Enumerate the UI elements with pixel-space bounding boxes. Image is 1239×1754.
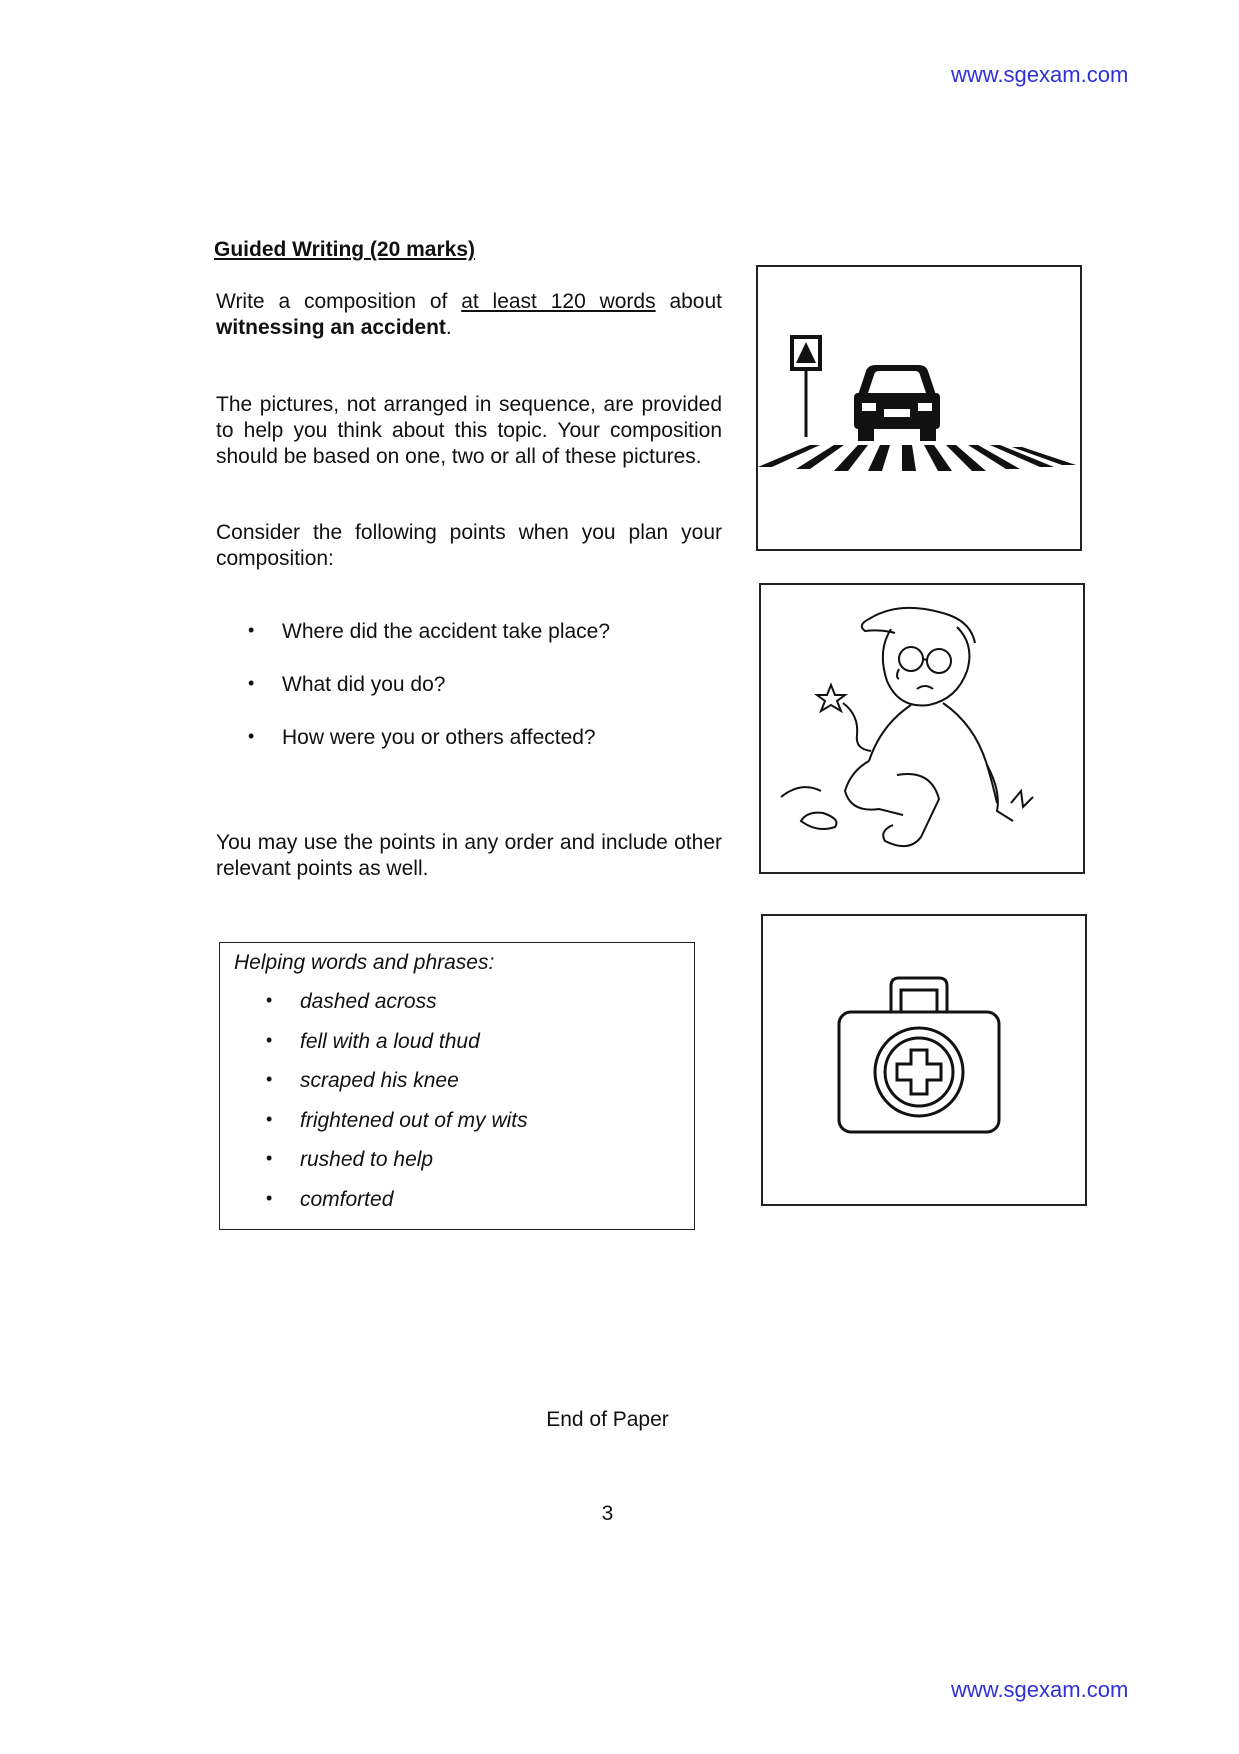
helping-phrase: • comforted: [266, 1188, 528, 1228]
task-text-end: .: [445, 316, 452, 339]
watermark-top: www.sgexam.com: [951, 62, 1129, 87]
helping-words-title: Helping words and phrases:: [234, 951, 495, 974]
helping-words-list: [266, 990, 528, 1228]
first-aid-kit-icon: [763, 916, 1085, 1204]
guiding-point: • Where did the accident take place?: [248, 620, 610, 673]
helping-phrase: • rushed to help: [266, 1148, 528, 1188]
guiding-point: • How were you or others affected?: [248, 726, 610, 779]
helping-phrase: • fell with a loud thud: [266, 1030, 528, 1070]
page-number-text: 3: [601, 1502, 614, 1525]
consider-points-intro: Consider the following points when you plan your composition:: [216, 521, 722, 570]
helping-phrase: • frightened out of my wits: [266, 1109, 528, 1149]
picture-injured-boy: [759, 583, 1085, 874]
car-at-pedestrian-crossing-icon: [758, 267, 1080, 549]
watermark-bottom: www.sgexam.com: [951, 1677, 1129, 1702]
composition-topic: witnessing an accident: [216, 316, 446, 339]
page-number: [0, 1502, 1239, 1526]
section-heading: Guided Writing (20 marks): [214, 238, 475, 261]
picture-first-aid-kit: [761, 914, 1087, 1206]
helping-phrase: • scraped his knee: [266, 1069, 528, 1109]
end-of-paper: [0, 1408, 1239, 1432]
task-text-middle: about: [655, 290, 722, 313]
guiding-point: • What did you do?: [248, 673, 610, 726]
guiding-points-list: [248, 620, 610, 779]
task-instruction: [216, 289, 722, 341]
word-count-requirement: at least 120 words: [461, 290, 656, 313]
helping-words-box: [219, 942, 695, 1230]
end-of-paper-text: End of Paper: [546, 1408, 669, 1431]
helping-phrase: • dashed across: [266, 990, 528, 1030]
order-note: You may use the points in any order and include other relevant points as well.: [216, 831, 722, 880]
picture-car-crossing: [756, 265, 1082, 551]
injured-boy-icon: [761, 585, 1083, 872]
task-text-start: Write a composition of: [216, 290, 462, 313]
pictures-note: The pictures, not arranged in sequence, are provided to help you think about this topic. Your composition should be based on one, two or all of these pictures.: [216, 393, 722, 468]
